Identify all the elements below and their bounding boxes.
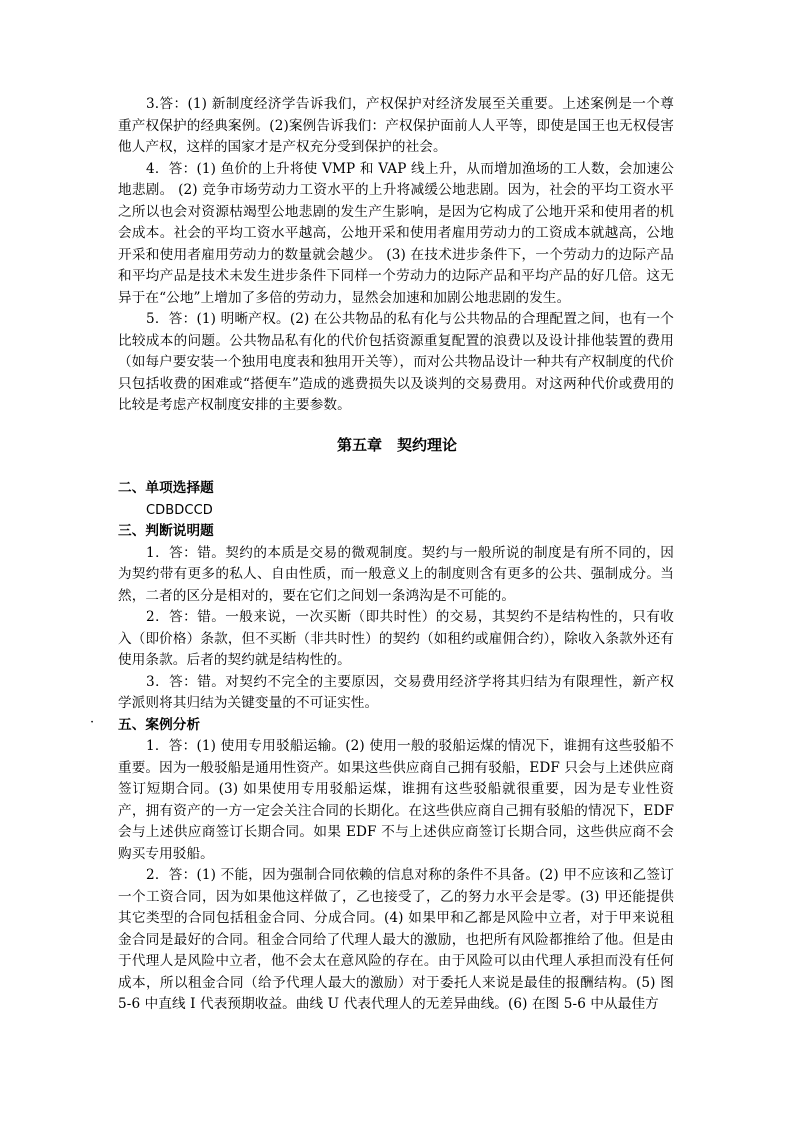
answers-block-chapter5 bbox=[118, 478, 674, 1016]
case-paragraph-2: 2．答：(1) 不能，因为强制合同依赖的信息对称的条件不具备。(2) 甲不应该和乙签订一个工资合同，因为如果他这样做了，乙也接受了，乙的努力水平会是零。(3) 甲还能提供其它类型的合同包括租金合同、分成合同。(4) 如果甲和乙都是风险中立者，对于甲来说租金合同是最好的合同。租金合同给了代理人最大的激励，也把所有风险都推给了他。但是由于代理人是风险中立者，他不会太在意风险的存在。由于风险可以由代理人承担而没有任何成本，所以租金合同（给予代理人最大的激励）对于委托人来说是最佳的报酬结构。(5) 图 5-6 中直线 I 代表预期收益。曲线 U 代表代理人的无差异曲线。(6) 在图 5-6 中从最佳方 bbox=[118, 867, 674, 1012]
section-heading-single-choice: 二、单项选择题 bbox=[118, 480, 214, 496]
answers-block-chapter4 bbox=[118, 94, 674, 417]
judgement-paragraph-2: 2．答：错。一般来说，一次买断（即共时性）的交易，其契约不是结构性的，只有收入（即价格）条款，但不买断（非共时性）的契约（如租约或雇佣合约），除收入条款外还有使用条款。后者的契约就是结构性的。 bbox=[118, 609, 674, 668]
answer-paragraph-4: 4．答：(1) 鱼价的上升将使 VMP 和 VAP 线上升，从而增加渔场的工人数，会加速公地悲剧。 (2) 竞争市场劳动力工资水平的上升将减缓公地悲剧。因为，社会的平均工资水平之所以也会对资源枯竭型公地悲剧的发生产生影响，是因为它构成了公地开采和使用者的机会成本。社会的平均工资水平越高，公地开采和使用者雇用劳动力的工资成本就越高，公地开采和使用者雇用劳动力的数量就会越少。 (3) 在技术进步条件下，一个劳动力的边际产品和平均产品是技术未发生进步条件下同样一个劳动力的边际产品和平均产品的好几倍。这无异于在“公地”上增加了多倍的劳动力，显然会加速和加剧公地悲剧的发生。 bbox=[118, 160, 674, 306]
answer-paragraph-5: 5．答：(1) 明晰产权。(2) 在公共物品的私有化与公共物品的合理配置之间，也有一个比较成本的问题。公共物品私有化的代价包括资源重复配置的浪费以及设计排他装置的费用（如每户要安装一个独用电度表和独用开关等），而对公共物品设计一种共有产权制度的代价只包括收费的困难或“搭便车”造成的逃费损失以及谈判的交易费用。对这两种代价或费用的比较是考虑产权制度安排的主要参数。 bbox=[118, 311, 674, 413]
case-paragraph-1: 1．答：(1) 使用专用驳船运输。(2) 使用一般的驳船运煤的情况下，谁拥有这些驳船不重要。因为一般驳船是通用性资产。如果这些供应商自己拥有驳船，EDF 只会与上述供应商签订短期合同。(3) 如果使用专用驳船运煤，谁拥有这些驳船就很重要，因为是专业性资产，拥有资产的一方一定会关注合同的长期化。在这些供应商自己拥有驳船的情况下，EDF 会与上述供应商签订长期合同。如果 EDF 不与上述供应商签订长期合同，这些供应商不会购买专用驳船。 bbox=[118, 738, 674, 862]
answer-paragraph-3: 3.答：(1) 新制度经济学告诉我们，产权保护对经济发展至关重要。上述案例是一个尊重产权保护的经典案例。(2)案例告诉我们：产权保护面前人人平等，即使是国王也无权侵害他人产权，这样的国家才是产权充分受到保护的社会。 bbox=[118, 96, 674, 155]
section-heading-case-analysis: 五、案例分析 bbox=[118, 716, 201, 733]
list-bullet: · bbox=[90, 715, 95, 730]
section-heading-judgement: 三、判断说明题 bbox=[118, 523, 214, 539]
chapter-title: 第五章 契约理论 bbox=[336, 436, 457, 454]
single-choice-answers: CDBDCCD bbox=[146, 502, 213, 518]
judgement-paragraph-1: 1．答：错。契约的本质是交易的微观制度。契约与一般所说的制度是有所不同的，因为契约带有更多的私人、自由性质，而一般意义上的制度则含有更多的公共、强制成分。当然，二者的区分是相对的，要在它们之间划一条鸿沟是不可能的。 bbox=[118, 544, 674, 604]
judgement-paragraph-3: 3．答：错。对契约不完全的主要原因，交易费用经济学将其归结为有限理性，新产权学派则将其归结为关键变量的不可证实性。 bbox=[118, 673, 674, 711]
